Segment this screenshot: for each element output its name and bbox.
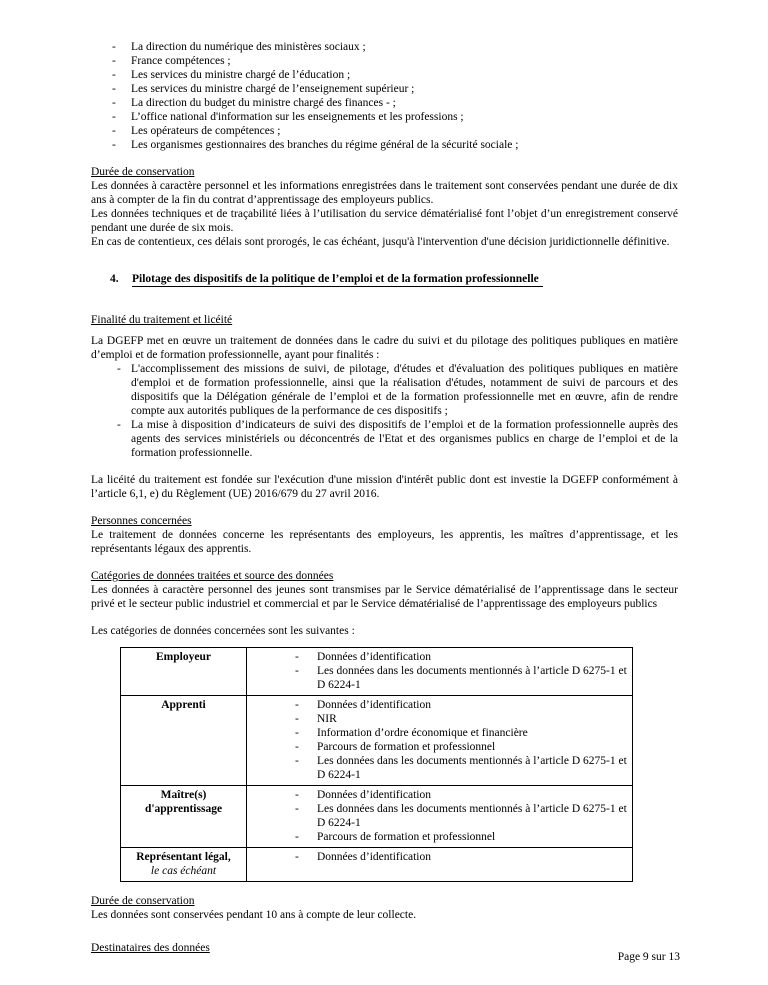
dash-bullet: -: [295, 713, 299, 725]
table-cell-items: [247, 848, 633, 882]
cell-list: [249, 650, 630, 692]
table-cell-items: [247, 786, 633, 848]
list-item: [91, 54, 678, 68]
cell-item-text: Information d’ordre économique et financière: [317, 727, 528, 739]
list-item: [91, 96, 678, 110]
cell-item-text: NIR: [317, 713, 337, 725]
cell-item-text: Parcours de formation et professionnel: [317, 741, 496, 753]
row-label: Employeur: [156, 651, 211, 663]
section-heading: Catégories de données traitées et source des données: [91, 570, 334, 582]
paragraph: Les données sont conservées pendant 10 ans à compte de leur collecte.: [91, 909, 417, 921]
cell-item-text: Données d’identification: [317, 789, 432, 801]
paragraph: Les données à caractère personnel et les informations enregistrées dans le traitement sont conservées pendant une durée de dix ans à compter de la fin du contrat d’apprentissage des employeurs publics.: [91, 180, 678, 206]
dash-bullet: -: [295, 699, 299, 711]
paragraph: En cas de contentieux, ces délais sont prorogés, le cas échéant, jusqu'à l'intervention d'une décision juridictionnelle définitive.: [91, 236, 670, 248]
dash-bullet: -: [112, 41, 116, 53]
cell-item-text: Les données dans les documents mentionnés à l’article D 6275-1 et D 6224-1: [317, 803, 627, 829]
paragraph: Les données techniques et de traçabilité liées à l’utilisation du service dématérialisé font l’objet d’un enregistrement conservé pendant une durée de six mois.: [91, 208, 678, 234]
section-heading: Personnes concernées: [91, 515, 192, 527]
list-item-text: Les services du ministre chargé de l’éducation ;: [131, 69, 351, 81]
list-item-text: L'accomplissement des missions de suivi, de pilotage, d'études et d'évaluation des politiques publiques en matière d'emploi et de formation professionnelle, ainsi que la réalisation d'études, notamment de suivi de parcours et des dispositifs que la Délégation générale de l’emploi et de la formation professionnelle met en œuvre, afin de rendre compte aux autorités publiques de la performance de ces dispositifs ;: [131, 363, 678, 417]
list-item: [91, 138, 678, 152]
dash-bullet: -: [112, 125, 116, 137]
section-heading-destinataires: Destinataires des données: [91, 942, 210, 954]
table-cell-label: [121, 696, 247, 786]
list-item: [91, 362, 678, 418]
list-item: [91, 418, 678, 460]
cell-item-text: Données d’identification: [317, 651, 432, 663]
paragraph: Les données à caractère personnel des jeunes sont transmises par le Service dématérialisé de l’apprentissage dans le secteur privé et le secteur public industriel et commercial et par le Service dématérialisé de l’apprentissage des employeurs publics: [91, 584, 678, 610]
cell-item-text: Données d’identification: [317, 699, 432, 711]
row-label: Représentant légal,: [136, 851, 231, 863]
finalites-list: [91, 362, 678, 460]
section-duree-conservation-1: [91, 165, 678, 249]
row-label: Maître(s) d'apprentissage: [144, 789, 223, 815]
dash-bullet: -: [295, 741, 299, 753]
section4-heading: [91, 272, 678, 287]
cell-item-text: Les données dans les documents mentionnés à l’article D 6275-1 et D 6224-1: [317, 665, 627, 691]
list-item-text: Les opérateurs de compétences ;: [131, 125, 281, 137]
list-item-text: La direction du budget du ministre chargé des finances - ;: [131, 97, 396, 109]
section-personnes: [91, 514, 678, 556]
cell-item-text: Parcours de formation et professionnel: [317, 831, 496, 843]
section-duree-conservation-2: [91, 894, 678, 922]
list-item-text: L’office national d'information sur les enseignements et les professions ;: [131, 111, 464, 123]
row-label-note: le cas échéant: [150, 865, 217, 877]
table-cell-label: [121, 848, 247, 882]
cell-item-text: Les données dans les documents mentionnés à l’article D 6275-1 et D 6224-1: [317, 755, 627, 781]
list-item-text: France compétences ;: [131, 55, 231, 67]
dash-bullet: -: [112, 139, 116, 151]
dash-bullet: -: [295, 727, 299, 739]
section-categories: [91, 569, 678, 611]
dash-bullet: -: [295, 651, 299, 663]
list-item-text: Les services du ministre chargé de l’enseignement supérieur ;: [131, 83, 415, 95]
section4-title: Pilotage des dispositifs de la politique de l’emploi et de la formation professionnelle: [132, 272, 543, 287]
section4-number: 4.: [110, 273, 119, 285]
list-item-text: La direction du numérique des ministères sociaux ;: [131, 41, 366, 53]
list-item: [91, 40, 678, 54]
cell-list-item: [249, 802, 630, 830]
dash-bullet: -: [117, 363, 121, 375]
cell-list-item: [249, 830, 630, 844]
dash-bullet: -: [112, 69, 116, 81]
row-label: Apprenti: [161, 699, 206, 711]
categories-table: [120, 647, 633, 882]
dash-bullet: -: [295, 665, 299, 677]
list-item: [91, 124, 678, 138]
dash-bullet: -: [295, 803, 299, 815]
table-cell-label: [121, 786, 247, 848]
cell-list-item: [249, 698, 630, 712]
dash-bullet: -: [295, 789, 299, 801]
table-row-employeur: [121, 648, 633, 696]
section-heading: Durée de conservation: [91, 895, 195, 907]
footer-page-number: Page 9 sur 13: [617, 951, 680, 963]
paragraph-categories-intro: Les catégories de données concernées sont les suivantes :: [91, 625, 355, 637]
cell-list: [249, 788, 630, 844]
dash-bullet: -: [295, 851, 299, 863]
paragraph-intro: La DGEFP met en œuvre un traitement de données dans le cadre du suivi et du pilotage des politiques publiques en matière d’emploi et de formation professionnelle, ayant pour finalités :: [91, 335, 678, 361]
section-heading-finalite: Finalité du traitement et licéité: [91, 314, 233, 326]
paragraph: Le traitement de données concerne les représentants des employeurs, les apprentis, les maîtres d’apprentissage, et les représentants légaux des apprentis.: [91, 529, 678, 555]
cell-list-item: [249, 740, 630, 754]
dash-bullet: -: [112, 55, 116, 67]
cell-list-item: [249, 754, 630, 782]
cell-list-item: [249, 650, 630, 664]
list-item: [91, 68, 678, 82]
table-row-apprenti: [121, 696, 633, 786]
dash-bullet: -: [112, 83, 116, 95]
dash-bullet: -: [112, 97, 116, 109]
table-cell-items: [247, 648, 633, 696]
cell-list-item: [249, 664, 630, 692]
list-item: [91, 110, 678, 124]
cell-item-text: Données d’identification: [317, 851, 432, 863]
cell-list: [249, 850, 630, 864]
dash-bullet: -: [295, 755, 299, 767]
list-item: [91, 82, 678, 96]
cell-list-item: [249, 850, 630, 864]
dash-bullet: -: [295, 831, 299, 843]
recipients-list: [91, 40, 678, 152]
cell-list-item: [249, 726, 630, 740]
dash-bullet: -: [117, 419, 121, 431]
cell-list-item: [249, 788, 630, 802]
table-cell-items: [247, 696, 633, 786]
section-heading: Durée de conservation: [91, 166, 195, 178]
dash-bullet: -: [112, 111, 116, 123]
paragraph-liceite: La licéité du traitement est fondée sur l'exécution d'une mission d'intérêt public dont est investie la DGEFP conformément à l’article 6,1, e) du Règlement (UE) 2016/679 du 27 avril 2016.: [91, 474, 678, 500]
table-row-maitre: [121, 786, 633, 848]
cell-list: [249, 698, 630, 782]
table-cell-label: [121, 648, 247, 696]
list-item-text: Les organismes gestionnaires des branches du régime général de la sécurité sociale ;: [131, 139, 519, 151]
table-row-representant: [121, 848, 633, 882]
list-item-text: La mise à disposition d’indicateurs de suivi des dispositifs de l’emploi et de la formation professionnelle auprès des agents des services ministériels ou déconcentrés de l'Etat et des organismes publics en charge de l’emploi et de la formation professionnelle.: [131, 419, 678, 459]
cell-list-item: [249, 712, 630, 726]
